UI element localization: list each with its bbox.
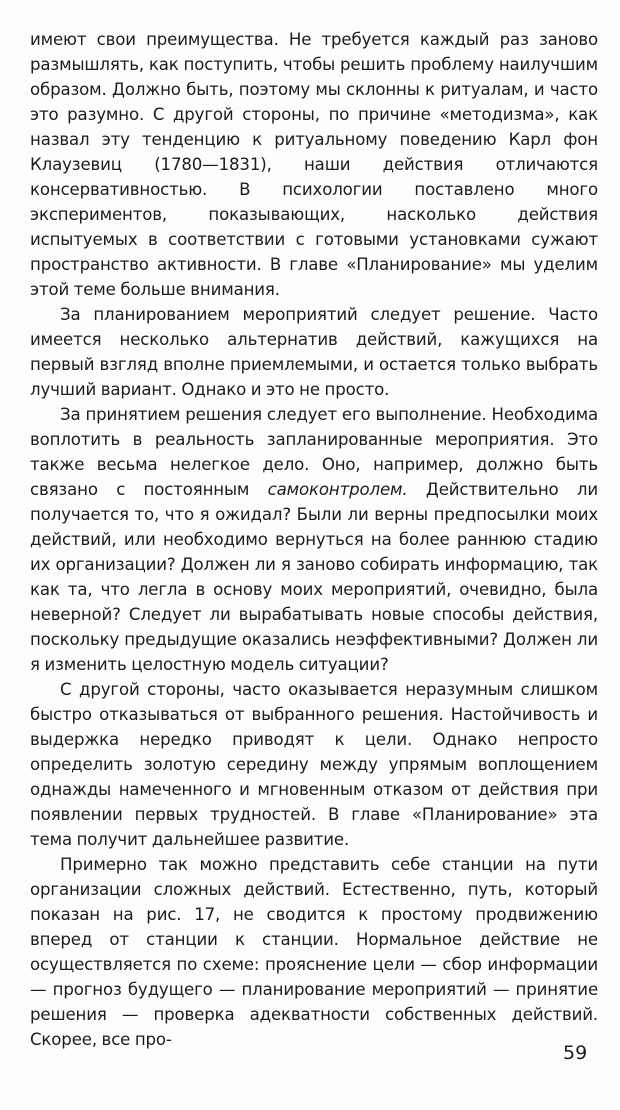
emphasis-self-control: самоконтролем.	[267, 480, 408, 499]
paragraph-3-start: За принятием решения следует его выполнение. Необходима воплотить в реальность запланированные мероприятия. Это также весьма нелегкое дело. Оно, например, должно быть связано с постоянным	[30, 405, 598, 499]
paragraph-3-end: Действительно ли получается то, что я ожидал? Были ли верны предпосылки моих действий, или необходимо вернуться на более раннюю стадию их организации? Должен ли я заново собирать информацию, так как та, что легла в основу моих мероприятий, очевидно, была неверной? Следует ли вырабатывать новые способы действия, поскольку предыдущие оказались неэффективными? Должен ли я изменить целостную модель ситуации?	[30, 480, 598, 674]
paragraph-4: С другой стороны, часто оказывается неразумным слишком быстро отказываться от выбранного решения. Настойчивость и выдержка нередко приводят к цели. Однако непросто определить золотую середину между упрямым воплощением однажды намеченного и мгновенным отказом от действия при появлении первых трудностей. В главе «Планирование» эта тема получит дальнейшее развитие.	[30, 680, 598, 849]
body-text	[30, 27, 598, 1052]
paragraph-1: имеют свои преимущества. Не требуется каждый раз заново размышлять, как поступить, чтобы решить проблему наилучшим образом. Должно быть, поэтому мы склонны к ритуалам, и часто это разумно. С другой стороны, по причине «методизма», как назвал эту тенденцию к ритуальному поведению Карл фон Клаузевиц (1780—1831), наши действия отличаются консервативностью. В психологии поставлено много экспериментов, показывающих, насколько действия испытуемых в соответствии с готовыми установками сужают пространство активности. В главе «Планирование» мы уделим этой теме больше внимания.	[30, 30, 598, 299]
paragraph-3	[30, 402, 598, 677]
page-number: 59	[563, 1042, 588, 1064]
paragraph-2: За планированием мероприятий следует решение. Часто имеется несколько альтернатив действий, кажущихся на первый взгляд вполне приемлемыми, и остается только выбрать лучший вариант. Однако и это не просто.	[30, 305, 598, 399]
paragraph-5: Примерно так можно представить себе станции на пути организации сложных действий. Естественно, путь, который показан на рис. 17, не сводится к простому продвижению вперед от станции к станции. Нормальное действие не осуществляется по схеме: прояснение цели — сбор информации — прогноз будущего — планирование мероприятий — принятие решения — проверка адекватности собственных действий. Скорее, все про-	[30, 855, 598, 1049]
